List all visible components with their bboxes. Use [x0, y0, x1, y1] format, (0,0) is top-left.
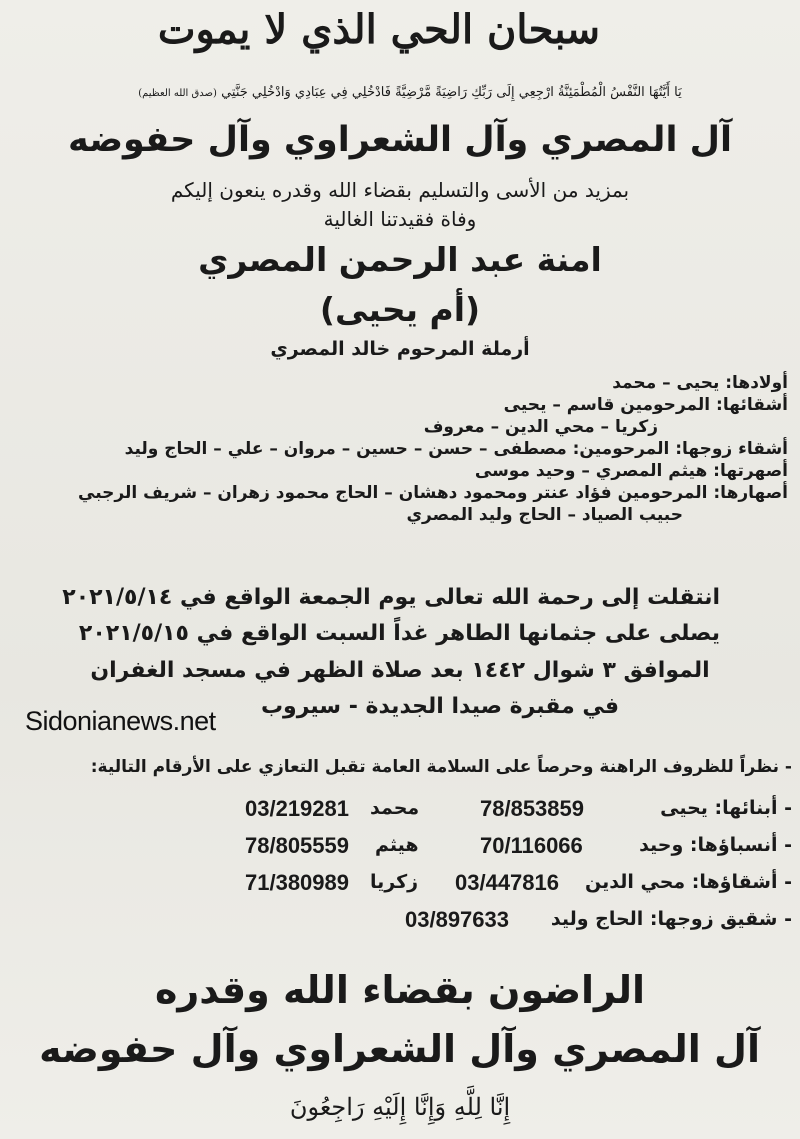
phone-row-brothers-name2: زكريا: [370, 871, 419, 893]
calligraphy-title: سبحان الحي الذي لا يموت: [157, 6, 600, 53]
funeral-line-2: يصلى على جثمانها الطاهر غداً السبت الواقع في ٢٠٢١/٥/١٥: [78, 621, 720, 646]
phone-row-relatives-name2: هيثم: [375, 834, 419, 856]
closing-verse: إِنَّا لِلَّهِ وَإِنَّا إِلَيْهِ رَاجِعُونَ: [289, 1093, 511, 1121]
relatives-line-siblings: أشقائها: المرحومين قاسم – يحيى: [503, 395, 788, 415]
funeral-line-1: انتقلت إلى رحمة الله تعالى يوم الجمعة الواقع في ٢٠٢١/٥/١٤: [62, 585, 720, 610]
site-watermark: Sidonianews.net: [25, 706, 216, 736]
relatives-line-affinities: أصهارها: المرحومين فؤاد عنتر ومحمود دهشان – الحاج محمود زهران – شريف الرجبي: [78, 483, 788, 503]
phone-row-brothers-label: - أشقاؤها: محي الدين: [585, 871, 792, 893]
deceased-kunya: (أم يحيى): [319, 290, 481, 329]
relatives-line-in-laws: أشقاء زوجها: المرحومين: مصطفى – حسن – حسين – مروان – علي – الحاج وليد: [124, 439, 788, 459]
quran-verse: يَا أَيَّتُهَا النَّفْسُ الْمُطْمَئِنَّةُ ارْجِعِي إِلَى رَبِّكِ رَاضِيَةً مَّرْضِيَّةً فَادْخُلِي فِي عِبَادِي وَادْخُلِي جَنَّتِي: [221, 85, 682, 100]
phone-row-brother-in-law-num1: 03/897633: [405, 907, 509, 932]
closing-line-1: الراضون بقضاء الله وقدره: [155, 968, 645, 1012]
phone-row-brother-in-law-label: - شقيق زوجها: الحاج وليد: [550, 908, 792, 930]
relatives-line-affinities-cont: حبيب الصياد – الحاج وليد المصري: [406, 505, 683, 525]
funeral-line-3: الموافق ٣ شوال ١٤٤٢ بعد صلاة الظهر في مسجد الغفران: [90, 658, 710, 683]
phone-row-sons-num1: 78/853859: [480, 796, 584, 821]
phone-row-brothers-num2: 71/380989: [245, 870, 349, 895]
relatives-line-siblings-cont: زكريا – محي الدين – معروف: [423, 417, 658, 437]
funeral-line-4: في مقبرة صيدا الجديدة - سيروب: [260, 694, 620, 719]
closing-line-2: آل المصري وآل الشعراوي وآل حفوضه: [39, 1027, 760, 1071]
quran-verse-line: [60, 85, 760, 100]
phone-row-sons-num2: 03/219281: [245, 796, 349, 821]
relatives-line-children: أولادها: يحيى – محمد: [612, 373, 788, 393]
condolence-note: - نظراً للظروف الراهنة وحرصاً على السلامة العامة تقبل التعازي على الأرقام التالية:: [90, 757, 792, 777]
phone-row-relatives-label: - أنسباؤها: وحيد: [639, 834, 792, 856]
phone-row-relatives-num1: 70/116066: [480, 833, 583, 858]
widow-of: أرملة المرحوم خالد المصري: [270, 338, 530, 360]
verse-source: (صدق الله العظيم): [138, 88, 217, 99]
families-heading: آل المصري وآل الشعراوي وآل حفوضه: [68, 120, 732, 160]
phone-row-relatives-num2: 78/805559: [245, 833, 349, 858]
intro-line-1: بمزيد من الأسى والتسليم بقضاء الله وقدره ينعون إليكم: [170, 178, 630, 202]
intro-line-2: وفاة فقيدتنا الغالية: [323, 207, 477, 231]
phone-row-sons-name2: محمد: [370, 797, 420, 819]
phone-row-sons-label: - أبنائها: يحيى: [660, 797, 792, 819]
phone-row-brothers-num1: 03/447816: [455, 870, 559, 895]
relatives-line-sons-in-law: أصهرتها: هيثم المصري – وحيد موسى: [474, 461, 788, 481]
deceased-name: امنة عبد الرحمن المصري: [198, 240, 602, 279]
relatives-list: [28, 372, 788, 526]
